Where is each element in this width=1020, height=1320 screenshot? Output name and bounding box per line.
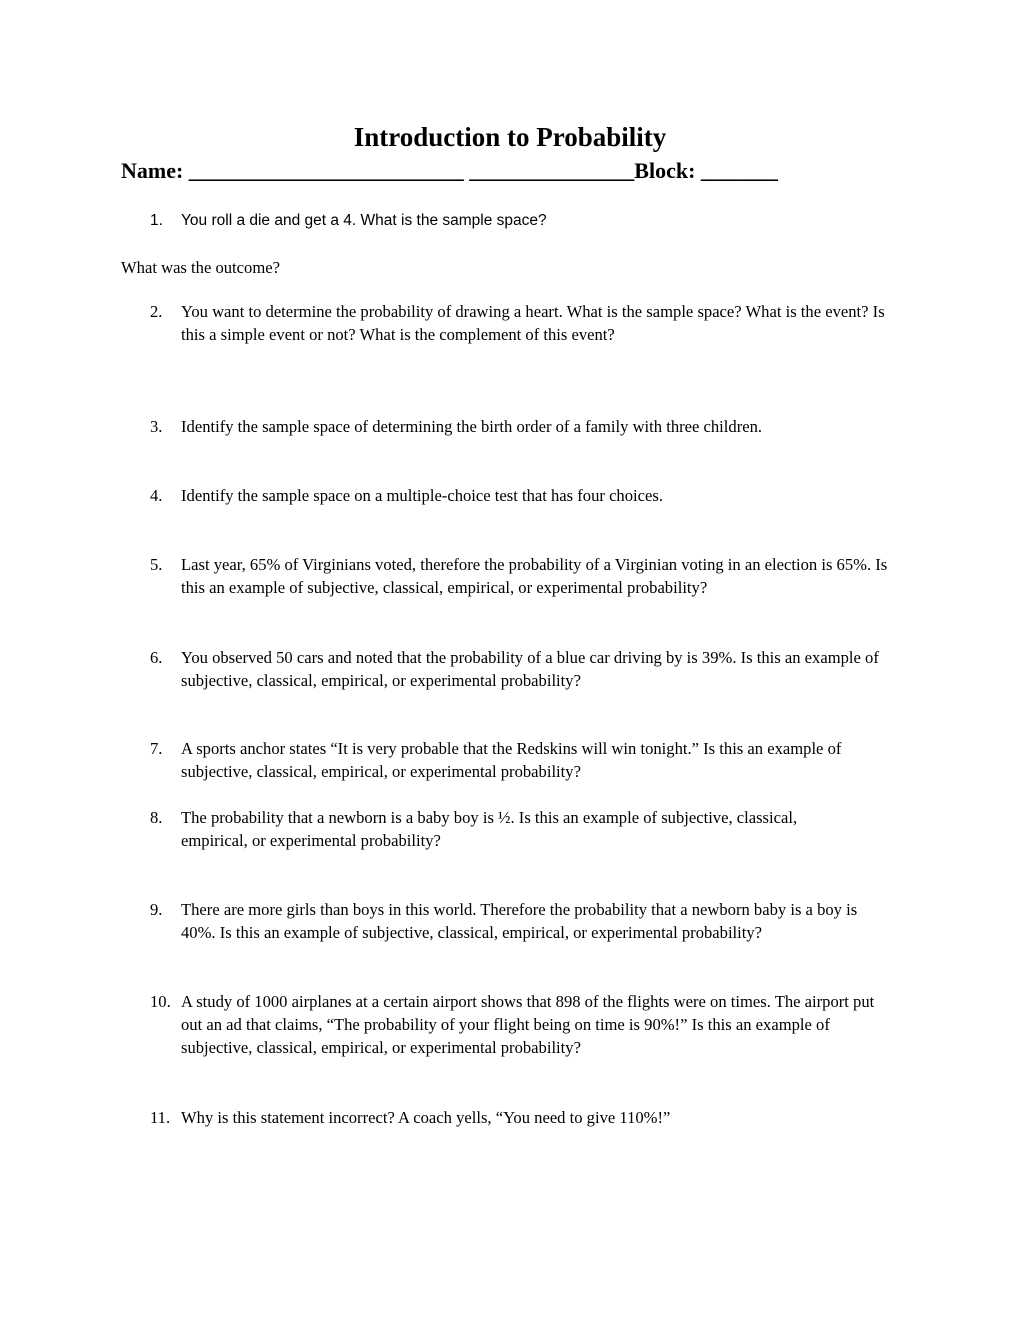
- question-text: A sports anchor states “It is very probable that the Redskins will win tonight.” Is this an example of subjective, classical, empirical, or experimental probability?: [181, 739, 842, 781]
- name-block-line: Name: _________________________ _______________Block: _______: [121, 158, 778, 183]
- question-text: Identify the sample space on a multiple-choice test that has four choices.: [181, 486, 663, 505]
- question-number: 4.: [150, 486, 163, 505]
- question-number: 10.: [150, 992, 171, 1011]
- question-text: You want to determine the probability of drawing a heart. What is the sample space? What is the event? Is this a simple event or not? What is the complement of this event?: [181, 302, 885, 344]
- question-text: You roll a die and get a 4. What is the sample space?: [181, 212, 547, 229]
- question-text: Why is this statement incorrect? A coach yells, “You need to give 110%!”: [181, 1108, 671, 1127]
- question-number: 5.: [150, 555, 163, 574]
- question-number: 7.: [150, 739, 163, 758]
- question-number: 3.: [150, 417, 163, 436]
- question-number: 1.: [150, 212, 163, 229]
- question-number: 11.: [150, 1108, 171, 1127]
- page-title: Introduction to Probability: [353, 122, 667, 152]
- question-text: The probability that a newborn is a baby boy is ½. Is this an example of subjective, classical, empirical, or experimental probability?: [181, 808, 798, 850]
- question-number: 2.: [150, 302, 163, 321]
- question-number: 6.: [150, 648, 163, 667]
- question-text: A study of 1000 airplanes at a certain airport shows that 898 of the flights were on times. The airport put out an ad that claims, “The probability of your flight being on time is 90%!” Is this an example of subjective, classical, empirical, or experimental probability?: [181, 992, 875, 1057]
- question-text: There are more girls than boys in this world. Therefore the probability that a newborn baby is a boy is 40%. Is this an example of subjective, classical, empirical, or experimental probability?: [181, 900, 858, 942]
- question-number: 8.: [150, 808, 163, 827]
- question-text: Identify the sample space of determining the birth order of a family with three children.: [181, 417, 763, 436]
- question-text: You observed 50 cars and noted that the probability of a blue car driving by is 39%. Is this an example of subjective, classical, empirical, or experimental probability?: [181, 648, 879, 690]
- outcome-prompt: What was the outcome?: [121, 258, 280, 277]
- question-text: Last year, 65% of Virginians voted, therefore the probability of a Virginian voting in an election is 65%. Is this an example of subjective, classical, empirical, or experimental probability?: [181, 555, 888, 597]
- question-number: 9.: [150, 900, 163, 919]
